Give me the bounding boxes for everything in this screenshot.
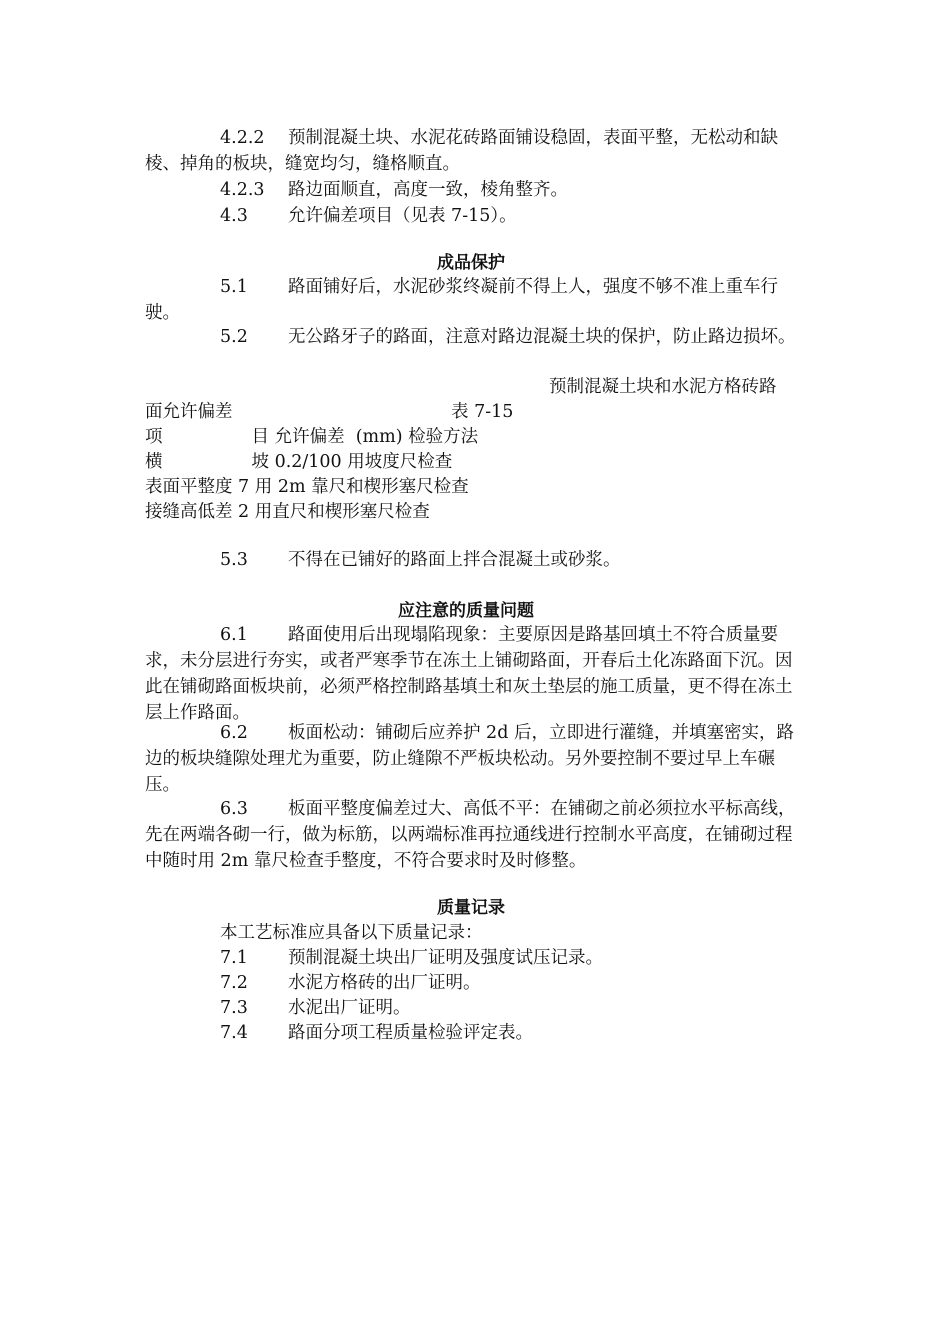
- paragraph-text: 板面松动：铺砌后应养护 2d 后，立即进行灌缝，并填塞密实，路边的板块缝隙处理尤为重要，防止缝隙不严板块松动。另外要控制不要过早上车碾压。: [145, 723, 794, 795]
- paragraph-number: 6.3: [220, 799, 248, 819]
- paragraph-text: 路面铺好后，水泥砂浆终凝前不得上人，强度不够不准上重车行驶。: [145, 277, 778, 323]
- table-row: 表面平整度 7 用 2m 靠尺和楔形塞尺检查: [145, 477, 469, 497]
- paragraph-text: 预制混凝土块、水泥花砖路面铺设稳固，表面平整，无松动和缺棱、掉角的板块，缝宽均匀，缝格顺直。: [145, 128, 778, 174]
- paragraph-4-2-3: [220, 177, 568, 203]
- record-text: 水泥方格砖的出厂证明。: [288, 973, 481, 993]
- table-row-header: 项 目 允许偏差 (mm) 检验方法: [145, 427, 479, 447]
- paragraph-6-2: [145, 720, 805, 798]
- paragraph-4-3: [220, 203, 517, 229]
- record-text: 预制混凝土块出厂证明及强度试压记录。: [288, 948, 603, 968]
- record-number: 7.4: [220, 1023, 248, 1043]
- paragraph-number: 4.3: [220, 206, 248, 226]
- heading-quality-records: 质量记录: [437, 898, 505, 918]
- record-item: [220, 1020, 533, 1046]
- table-number: 表 7-15: [451, 402, 514, 422]
- paragraph-6-3: [145, 796, 805, 874]
- paragraph-5-3: [220, 547, 621, 573]
- paragraph-text: 路面使用后出现塌陷现象：主要原因是路基回填土不符合质量要求，未分层进行夯实，或者严寒季节在冻土上铺砌路面，开春后土化冻路面下沉。因此在铺砌路面板块前，必须严格控制路基填土和灰土垫层的施工质量，更不得在冻土层上作路面。: [145, 625, 793, 723]
- heading-quality-issues: 应注意的质量问题: [398, 601, 534, 621]
- paragraph-number: 6.1: [220, 625, 248, 645]
- paragraph-number: 5.1: [220, 277, 248, 297]
- record-item: [220, 945, 603, 971]
- paragraph-5-2: [145, 324, 805, 350]
- paragraph-6-1: [145, 622, 805, 726]
- paragraph-text: 路边面顺直，高度一致，棱角整齐。: [288, 180, 568, 200]
- record-number: 7.1: [220, 948, 248, 968]
- paragraph-number: 4.2.2: [220, 128, 265, 148]
- record-text: 水泥出厂证明。: [288, 998, 411, 1018]
- paragraph-text: 允许偏差项目（见表 7-15）。: [288, 206, 517, 226]
- record-number: 7.3: [220, 998, 248, 1018]
- record-item: [220, 970, 481, 996]
- paragraph-4-2-2: [145, 125, 805, 177]
- table-row: 接缝高低差 2 用直尺和楔形塞尺检查: [145, 502, 430, 522]
- table-title-line-2: 面允许偏差: [145, 402, 233, 422]
- paragraph-number: 4.2.3: [220, 180, 265, 200]
- paragraph-5-1: [145, 274, 805, 326]
- table-row: 横 坡 0.2/100 用坡度尺检查: [145, 452, 453, 472]
- paragraph-number: 5.3: [220, 550, 248, 570]
- record-item: [220, 995, 411, 1021]
- paragraph-number: 5.2: [220, 327, 248, 347]
- heading-finished-product-protection: 成品保护: [437, 253, 505, 273]
- paragraph-number: 6.2: [220, 723, 248, 743]
- record-text: 路面分项工程质量检验评定表。: [288, 1023, 533, 1043]
- records-intro: 本工艺标准应具备以下质量记录：: [220, 923, 483, 943]
- paragraph-text: 不得在已铺好的路面上拌合混凝土或砂浆。: [288, 550, 621, 570]
- record-number: 7.2: [220, 973, 248, 993]
- paragraph-text: 无公路牙子的路面，注意对路边混凝土块的保护，防止路边损坏。: [288, 327, 796, 347]
- paragraph-text: 板面平整度偏差过大、高低不平：在铺砌之前必须拉水平标高线，先在两端各砌一行，做为标筋，以两端标准再拉通线进行控制水平高度，在铺砌过程中随时用 2m 靠尺检查手整度，不符合要求时及时修整。: [145, 799, 796, 871]
- table-title-line-1: 预制混凝土块和水泥方格砖路: [549, 377, 777, 397]
